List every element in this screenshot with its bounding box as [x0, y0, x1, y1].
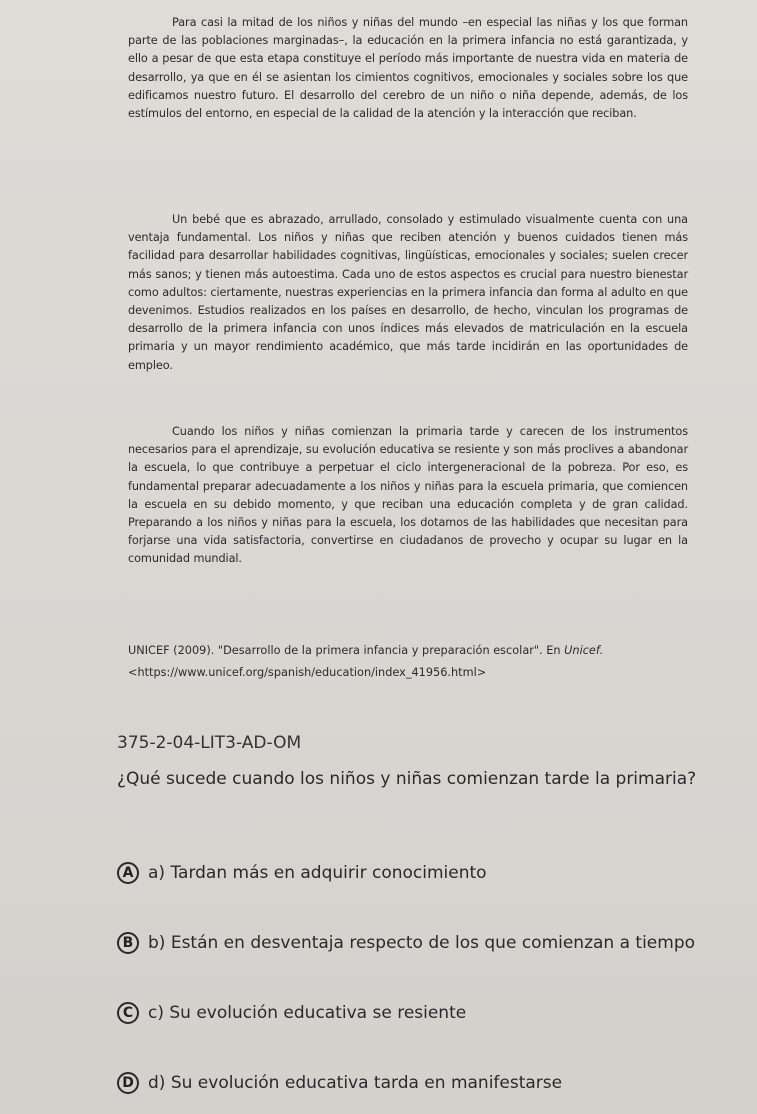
question-text: ¿Qué sucede cuando los niños y niñas comienzan tarde la primaria?: [117, 769, 697, 789]
option-b[interactable]: [117, 930, 695, 956]
option-d-label: d) Su evolución educativa tarda en manifestarse: [148, 1073, 563, 1093]
reference-line-1: [128, 640, 708, 662]
option-a-label: a) Tardan más en adquirir conocimiento: [148, 863, 487, 883]
option-c[interactable]: [117, 1000, 466, 1026]
reading-paragraph-3: Cuando los niños y niñas comienzan la primaria tarde y carecen de los instrumentos necesarios para el aprendizaje, su evolución educativa se resiente y son más proclives a abandonar la escuela, lo que contribuye a perpetuar el ciclo intergeneracional de la pobreza. Por eso, es fundamental preparar adecuadamente a los niños y niñas para la escuela primaria, que comiencen la escuela en su debido momento, y que reciban una educación completa y de gran calidad. Preparando a los niños y niñas para la escuela, los dotamos de las habilidades que necesitan para forjarse una vida satisfactoria, convertirse en ciudadanos de provecho y ocupar su lugar en la comunidad mundial.: [128, 425, 688, 566]
option-b-label: b) Están en desventaja respecto de los que comienzan a tiempo: [148, 933, 696, 953]
option-d-letter: D: [117, 1072, 139, 1094]
reference-citation: [128, 640, 708, 684]
option-c-letter: C: [117, 1002, 139, 1024]
option-a-letter: A: [117, 862, 139, 884]
reference-source: Unicef.: [564, 644, 604, 657]
reference-url: <https://www.unicef.org/spanish/education/index_41956.html>: [128, 666, 487, 679]
option-c-label: c) Su evolución educativa se resiente: [148, 1003, 467, 1023]
reference-text: UNICEF (2009). "Desarrollo de la primera infancia y preparación escolar". En: [128, 644, 565, 657]
reading-paragraph-1: Para casi la mitad de los niños y niñas del mundo –en especial las niñas y los que forman parte de las poblaciones marginadas–, la educación en la primera infancia no está garantizada, y ello a pesar de que esta etapa constituye el período más importante de nuestra vida en materia de desarrollo, ya que en él se asientan los cimientos cognitivos, emocionales y sociales sobre los que edificamos nuestro futuro. El desarrollo del cerebro de un niño o niña depende, además, de los estímulos del entorno, en especial de la calidad de la atención y la interacción que reciban.: [128, 16, 688, 121]
reading-paragraph-2: Un bebé que es abrazado, arrullado, consolado y estimulado visualmente cuenta con una ventaja fundamental. Los niños y niñas que reciben atención y buenos cuidados tienen más facilidad para desarrollar habilidades cognitivas, lingüísticas, emocionales y sociales; suelen crecer más sanos; y tienen más autoestima. Cada uno de estos aspectos es crucial para nuestro bienestar como adultos: ciertamente, nuestras experiencias en la primera infancia dan forma al adulto en que devenimos. Estudios realizados en los países en desarrollo, de hecho, vinculan los programas de desarrollo de la primera infancia con unos índices más elevados de matriculación en la escuela primaria y un mayor rendimiento académico, que más tarde incidirán en las oportunidades de empleo.: [128, 213, 688, 372]
option-a[interactable]: [117, 860, 487, 886]
option-b-letter: B: [117, 932, 139, 954]
question-code: 375-2-04-LIT3-AD-OM: [117, 733, 302, 753]
option-d[interactable]: [117, 1070, 562, 1096]
